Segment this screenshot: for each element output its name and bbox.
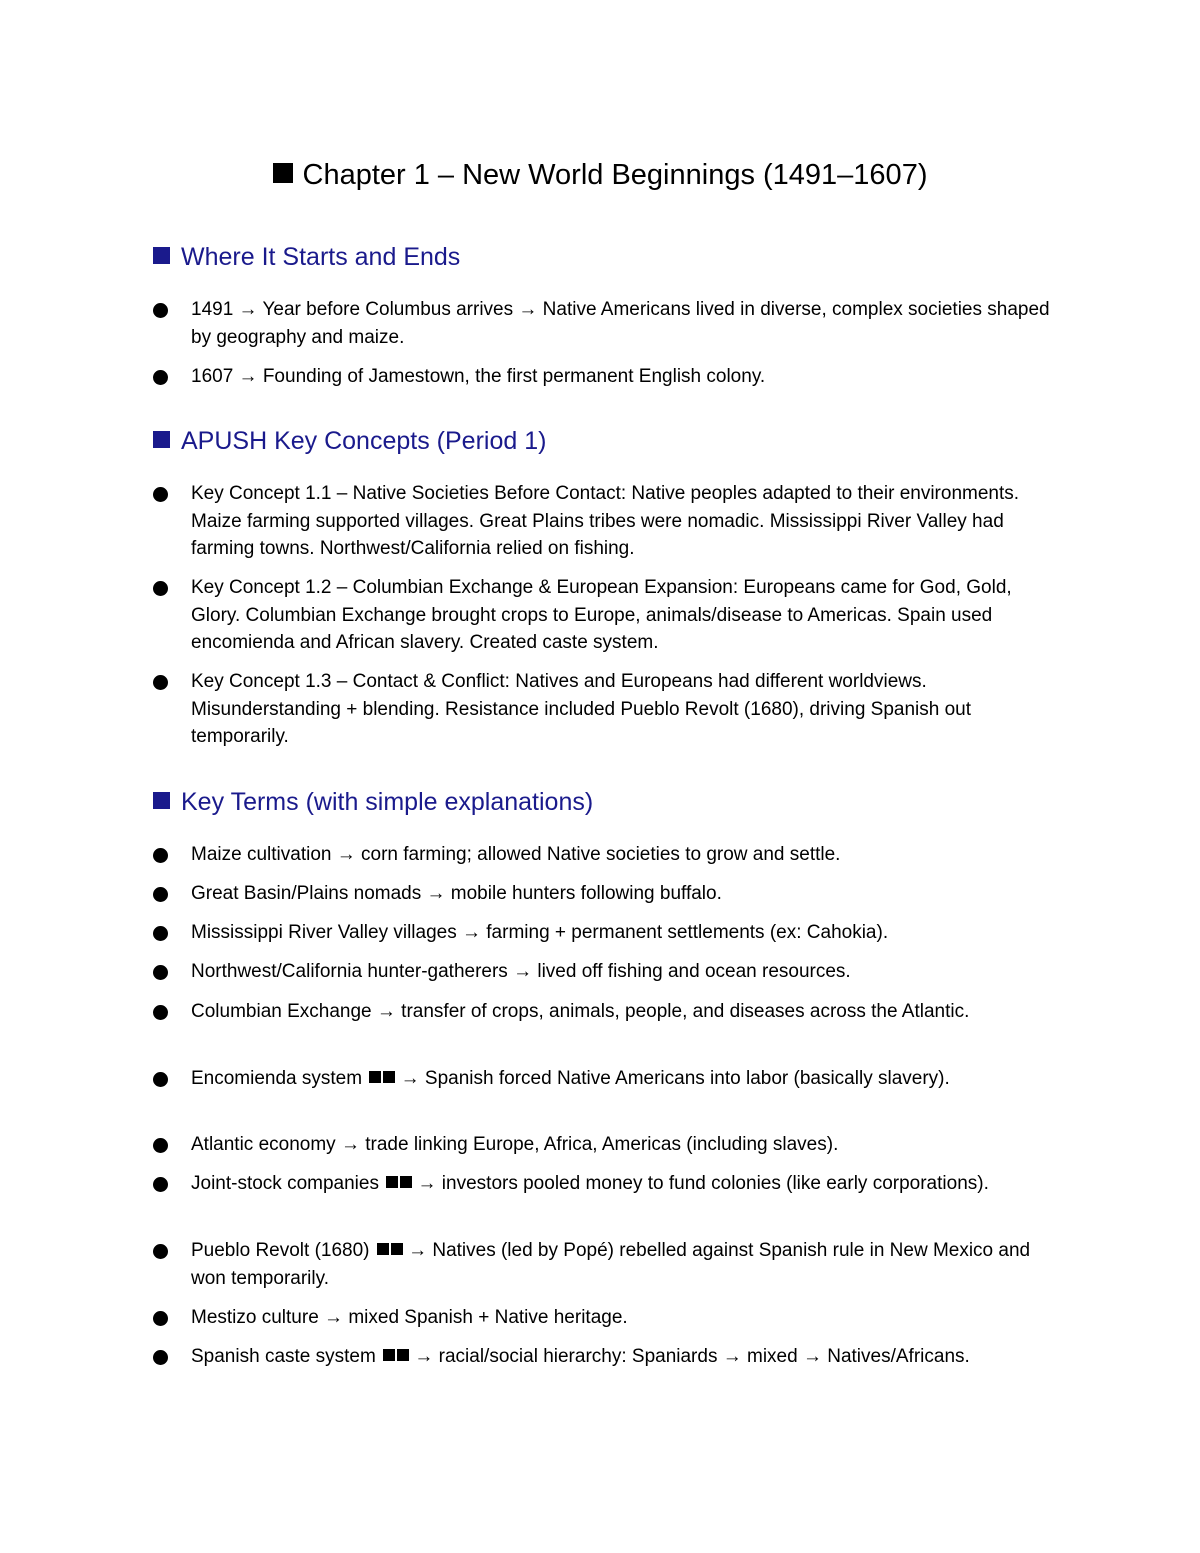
- list-item-text: Atlantic economy → trade linking Europe, Africa, Americas (including slaves).: [191, 1134, 839, 1155]
- list-item: [153, 1131, 1053, 1159]
- missing-glyph-icon: [391, 1243, 403, 1255]
- missing-glyph-icon: [400, 1176, 412, 1188]
- list-item-text: [191, 1237, 1051, 1292]
- list-item-text: Mestizo culture → mixed Spanish + Native heritage.: [191, 1307, 628, 1328]
- list-item: [153, 296, 1053, 351]
- list-item-text: [191, 1065, 1051, 1093]
- list-item-text: Maize cultivation → corn farming; allowed Native societies to grow and settle.: [191, 844, 841, 865]
- term-label: Joint-stock companies: [191, 1173, 379, 1194]
- missing-glyph-icon: [383, 1071, 395, 1083]
- bullet-icon: [153, 487, 168, 502]
- term-label: Encomienda system: [191, 1068, 363, 1089]
- list-item: [153, 1343, 1053, 1371]
- square-icon: [273, 163, 293, 183]
- square-icon: [153, 792, 170, 809]
- list-item-text: [191, 1170, 1051, 1198]
- term-label: Pueblo Revolt (1680): [191, 1240, 370, 1261]
- page-title: [0, 156, 1200, 194]
- list-item: [153, 480, 1053, 563]
- list-item-text: Key Concept 1.3 – Contact & Conflict: Natives and Europeans had different worldviews. Misunderstanding + blending. Resistance included Pueblo Revolt (1680), driving Spanish out temporarily.: [191, 671, 972, 747]
- square-icon: [153, 431, 170, 448]
- section-heading-key-terms: [153, 786, 593, 818]
- list-item-text: Key Concept 1.2 – Columbian Exchange & European Expansion: Europeans came for God, Gold, Glory. Columbian Exchange brought crops to Europe, animals/disease to Americas. Spain used encomienda and African slavery. Created caste system.: [191, 577, 1012, 653]
- list-item: [153, 919, 1053, 947]
- bullet-icon: [153, 675, 168, 690]
- list-item: [153, 998, 1053, 1026]
- list-item-text: 1607 → Founding of Jamestown, the first permanent English colony.: [191, 366, 766, 387]
- list-item: [153, 1065, 1053, 1093]
- bullet-icon: [153, 887, 168, 902]
- section-heading-text: Key Terms (with simple explanations): [181, 788, 594, 816]
- missing-glyph-icon: [386, 1176, 398, 1188]
- term-explanation: → Natives (led by Popé) rebelled against Spanish rule in New Mexico and won temporarily.: [191, 1240, 1031, 1289]
- section-heading-where-it-starts: [153, 241, 460, 273]
- missing-glyph-icon: [383, 1349, 395, 1361]
- list-item: [153, 363, 1053, 391]
- list-item: [153, 1170, 1053, 1198]
- missing-glyph-icon: [377, 1243, 389, 1255]
- bullet-icon: [153, 1177, 168, 1192]
- section-heading-text: APUSH Key Concepts (Period 1): [181, 427, 547, 455]
- term-label: Spanish caste system: [191, 1346, 376, 1367]
- bullet-icon: [153, 1244, 168, 1259]
- list-item-text: Mississippi River Valley villages → farming + permanent settlements (ex: Cahokia).: [191, 922, 889, 943]
- section-heading-key-concepts: [153, 425, 546, 457]
- missing-glyph-icon: [369, 1071, 381, 1083]
- list-item-text: Key Concept 1.1 – Native Societies Before Contact: Native peoples adapted to their environments. Maize farming supported villages. Great Plains tribes were nomadic. Mississippi River Valley had farming towns. Northwest/California relied on fishing.: [191, 483, 1020, 559]
- list-item-text: [191, 1343, 1051, 1371]
- list-item-text: Northwest/California hunter-gatherers → lived off fishing and ocean resources.: [191, 961, 851, 982]
- bullet-icon: [153, 1138, 168, 1153]
- bullet-icon: [153, 1072, 168, 1087]
- list-item: [153, 1237, 1053, 1292]
- square-icon: [153, 247, 170, 264]
- section-heading-text: Where It Starts and Ends: [181, 243, 461, 271]
- bullet-icon: [153, 581, 168, 596]
- list-item-text: 1491 → Year before Columbus arrives → Native Americans lived in diverse, complex societies shaped by geography and maize.: [191, 299, 1050, 348]
- bullet-icon: [153, 370, 168, 385]
- bullet-icon: [153, 1311, 168, 1326]
- term-explanation: → Spanish forced Native Americans into labor (basically slavery).: [400, 1068, 950, 1089]
- term-explanation: → investors pooled money to fund colonies (like early corporations).: [417, 1173, 989, 1194]
- page-title-text: Chapter 1 – New World Beginnings (1491–1607): [302, 159, 928, 191]
- bullet-icon: [153, 926, 168, 941]
- list-item: [153, 574, 1053, 657]
- bullet-icon: [153, 1350, 168, 1365]
- bullet-icon: [153, 303, 168, 318]
- bullet-icon: [153, 1005, 168, 1020]
- list-item-text: Great Basin/Plains nomads → mobile hunters following buffalo.: [191, 883, 722, 904]
- list-item: [153, 668, 1053, 751]
- bullet-icon: [153, 965, 168, 980]
- list-item: [153, 880, 1053, 908]
- list-item: [153, 1304, 1053, 1332]
- term-explanation: → racial/social hierarchy: Spaniards → mixed → Natives/Africans.: [414, 1346, 970, 1367]
- list-item: [153, 841, 1053, 869]
- list-item-text: Columbian Exchange → transfer of crops, animals, people, and diseases across the Atlantic.: [191, 1001, 970, 1022]
- bullet-icon: [153, 848, 168, 863]
- list-item: [153, 958, 1053, 986]
- missing-glyph-icon: [397, 1349, 409, 1361]
